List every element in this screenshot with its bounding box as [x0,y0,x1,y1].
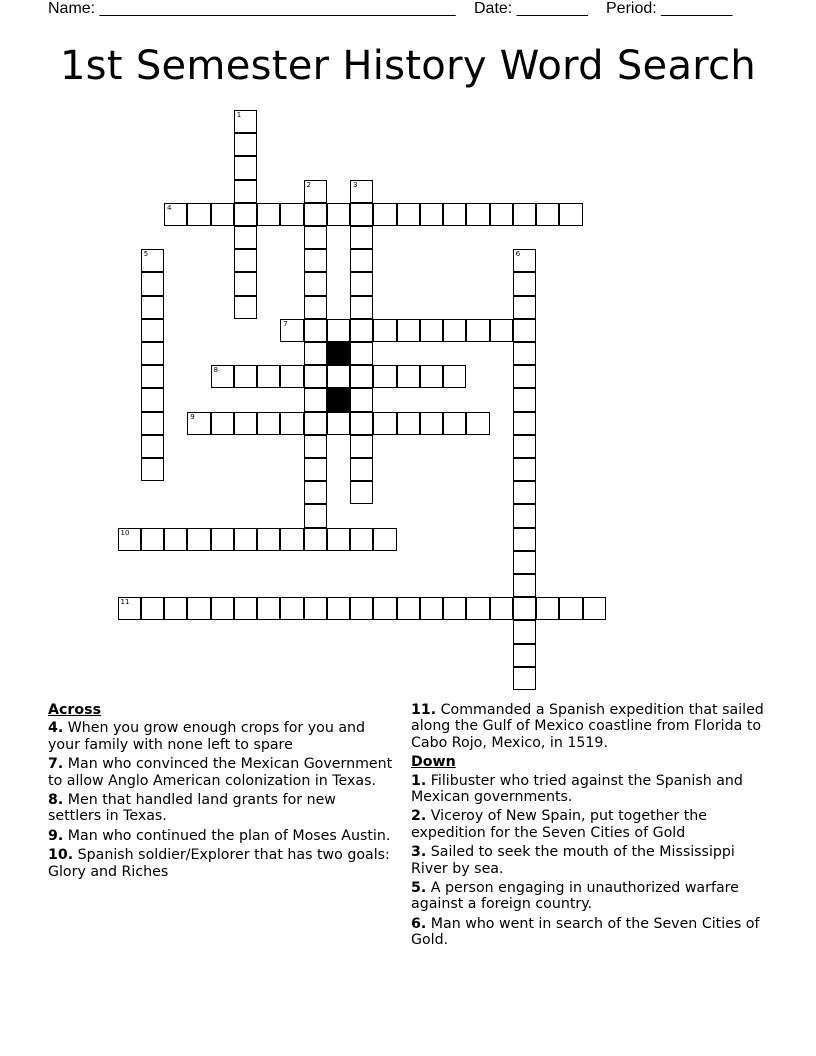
grid-cell[interactable] [559,203,582,226]
grid-cell[interactable] [234,412,257,435]
grid-cell[interactable] [118,597,141,620]
grid-cell[interactable] [234,203,257,226]
grid-cell[interactable] [234,226,257,249]
grid-cell[interactable] [141,412,164,435]
grid-cell[interactable] [490,203,513,226]
grid-cell[interactable] [280,203,303,226]
grid-cell[interactable] [397,412,420,435]
grid-cell[interactable] [513,620,536,643]
grid-cell[interactable] [211,365,234,388]
grid-cell[interactable] [327,528,350,551]
grid-cell[interactable] [466,203,489,226]
grid-cell[interactable] [513,249,536,272]
grid-cell[interactable] [257,412,280,435]
grid-cell[interactable] [187,203,210,226]
clue-number: 6 [515,250,521,259]
grid-cell[interactable] [443,412,466,435]
grid-cell[interactable] [304,342,327,365]
grid-cell[interactable] [234,110,257,133]
grid-cell[interactable] [583,597,606,620]
period-field[interactable]: Period: ________ [606,0,733,17]
grid-cell[interactable] [234,296,257,319]
grid-cell[interactable] [164,203,187,226]
grid-cell[interactable] [350,365,373,388]
grid-cell[interactable] [373,203,396,226]
clue-across-8: 8. Men that handled land grants for new settlers in Texas. [48,792,336,825]
grid-cell[interactable] [350,296,373,319]
grid-cell[interactable] [257,365,280,388]
grid-cell[interactable] [304,203,327,226]
grid-cell[interactable] [304,365,327,388]
grid-cell[interactable] [141,388,164,411]
grid-cell[interactable] [350,272,373,295]
down-heading: Down [411,754,456,771]
clue-down-1: 1. Filibuster who tried against the Spanish and Mexican governments. [411,772,743,806]
grid-cell[interactable] [536,597,559,620]
grid-cell[interactable] [373,319,396,342]
grid-cell[interactable] [350,597,373,620]
grid-cell[interactable] [280,597,303,620]
grid-cell[interactable] [164,597,187,620]
grid-cell[interactable] [141,435,164,458]
grid-cell[interactable] [187,528,210,551]
clue-number: 10 [120,528,130,537]
grid-cell[interactable] [513,203,536,226]
grid-cell[interactable] [513,388,536,411]
grid-cell[interactable] [187,597,210,620]
grid-cell[interactable] [513,644,536,667]
grid-cell[interactable] [350,458,373,481]
grid-cell[interactable] [350,528,373,551]
grid-cell[interactable] [211,412,234,435]
grid-cell[interactable] [513,435,536,458]
grid-cell[interactable] [304,458,327,481]
grid-cell[interactable] [536,203,559,226]
grid-cell[interactable] [397,319,420,342]
grid-cell[interactable] [513,272,536,295]
grid-cell[interactable] [420,203,443,226]
grid-cell[interactable] [513,551,536,574]
name-field[interactable]: Name: ________________________________________ [48,0,456,17]
grid-cell[interactable] [211,597,234,620]
grid-cell[interactable] [513,296,536,319]
clue-across-11: 11. Commanded a Spanish expedition that sailed along the Gulf of Mexico coastline from Florida to Cabo Rojo, Mexico, in 1519. [411,702,764,751]
grid-cell[interactable] [234,180,257,203]
grid-cell[interactable] [211,203,234,226]
grid-cell[interactable] [141,249,164,272]
grid-cell[interactable] [234,597,257,620]
grid-cell[interactable] [304,412,327,435]
grid-cell[interactable] [327,365,350,388]
grid-cell[interactable] [234,365,257,388]
grid-cell[interactable] [280,319,303,342]
clue-number: 9 [190,412,195,421]
clue-number: 5 [143,250,149,259]
grid-cell[interactable] [443,203,466,226]
grid-cell[interactable] [234,528,257,551]
grid-cell[interactable] [513,412,536,435]
grid-cell[interactable] [141,597,164,620]
grid-cell[interactable] [466,319,489,342]
grid-cell[interactable] [280,365,303,388]
grid-cell[interactable] [513,319,536,342]
grid-cell[interactable] [443,365,466,388]
clue-number: 1 [236,111,242,119]
clue-down-6: 6. Man who went in search of the Seven Cities of Gold. [411,915,760,949]
grid-cell[interactable] [350,180,373,203]
shaded-cell [327,342,350,365]
date-field[interactable]: Date: ________ [474,0,588,17]
clue-across-7: 7. Man who convinced the Mexican Government to allow Anglo American colonization in Texas. [48,756,393,789]
grid-cell[interactable] [513,458,536,481]
clue-down-5: 5. A person engaging in unauthorized warfare against a foreign country. [411,880,739,913]
clue-number: 4 [167,203,172,212]
grid-cell[interactable] [234,156,257,179]
grid-cell[interactable] [164,528,187,551]
grid-cell[interactable] [350,435,373,458]
grid-cell[interactable] [327,203,350,226]
across-heading: Across [48,702,102,718]
grid-cell[interactable] [490,319,513,342]
grid-cell[interactable] [559,597,582,620]
grid-cell[interactable] [304,435,327,458]
grid-cell[interactable] [373,365,396,388]
grid-cell[interactable] [397,365,420,388]
grid-cell[interactable] [257,528,280,551]
grid-cell[interactable] [304,504,327,527]
clue-across-10: 10. Spanish soldier/Explorer that has two goals: Glory and Riches [48,847,390,880]
grid-cell[interactable] [397,597,420,620]
grid-cell[interactable] [118,528,141,551]
grid-cell[interactable] [304,180,327,203]
grid-cell[interactable] [234,272,257,295]
grid-cell[interactable] [513,667,536,690]
grid-cell[interactable] [304,597,327,620]
grid-cell[interactable] [420,412,443,435]
grid-cell[interactable] [373,597,396,620]
clue-across-4: 4. When you grow enough crops for you and your family with none left to spare [48,720,366,753]
grid-cell[interactable] [141,458,164,481]
shaded-cell [327,388,350,411]
grid-cell[interactable] [187,412,210,435]
grid-cell[interactable] [304,272,327,295]
grid-cell[interactable] [141,319,164,342]
grid-cell[interactable] [327,319,350,342]
grid-cell[interactable] [304,528,327,551]
grid-cell[interactable] [513,342,536,365]
clue-across-9: 9. Man who continued the plan of Moses Austin. [48,827,391,844]
grid-cell[interactable] [304,319,327,342]
grid-cell[interactable] [327,597,350,620]
grid-cell[interactable] [466,597,489,620]
grid-cell[interactable] [257,203,280,226]
grid-cell[interactable] [420,319,443,342]
clue-number: 8 [213,366,218,375]
grid-cell[interactable] [490,597,513,620]
grid-cell[interactable] [420,365,443,388]
grid-cell[interactable] [350,481,373,504]
grid-cell[interactable] [513,574,536,597]
grid-cell[interactable] [304,296,327,319]
clue-number: 11 [120,598,130,607]
grid-cell[interactable] [304,249,327,272]
grid-cell[interactable] [513,365,536,388]
grid-cell[interactable] [280,412,303,435]
grid-cell[interactable] [141,365,164,388]
grid-cell[interactable] [513,528,536,551]
clue-down-2: 2. Viceroy of New Spain, put together the expedition for the Seven Cities of Gold [411,808,708,841]
grid-cell[interactable] [304,388,327,411]
grid-cell[interactable] [373,412,396,435]
clue-number: 7 [283,319,288,328]
clues-column-right [411,702,771,952]
clue-down-3: 3. Sailed to seek the mouth of the Mississippi River by sea. [411,844,735,877]
grid-cell[interactable] [234,133,257,156]
grid-cell[interactable] [350,249,373,272]
grid-cell[interactable] [257,597,280,620]
grid-cell[interactable] [373,528,396,551]
grid-cell[interactable] [443,319,466,342]
grid-cell[interactable] [280,528,303,551]
grid-cell[interactable] [141,296,164,319]
grid-cell[interactable] [234,249,257,272]
grid-cell[interactable] [513,504,536,527]
grid-cell[interactable] [304,481,327,504]
clue-number: 2 [306,180,311,189]
grid-cell[interactable] [141,272,164,295]
grid-cell[interactable] [397,203,420,226]
grid-cell[interactable] [350,388,373,411]
grid-cell[interactable] [443,597,466,620]
grid-cell[interactable] [141,528,164,551]
grid-cell[interactable] [211,528,234,551]
grid-cell[interactable] [350,342,373,365]
grid-cell[interactable] [513,597,536,620]
page-title: 1st Semester History Word Search [59,43,757,89]
grid-cell[interactable] [420,597,443,620]
grid-cell[interactable] [350,412,373,435]
grid-cell[interactable] [304,226,327,249]
grid-cell[interactable] [466,412,489,435]
grid-cell[interactable] [350,203,373,226]
grid-cell[interactable] [350,319,373,342]
grid-cell[interactable] [350,226,373,249]
grid-cell[interactable] [327,412,350,435]
grid-cell[interactable] [513,481,536,504]
grid-cell[interactable] [141,342,164,365]
clues-column-left [48,702,393,883]
clue-number: 3 [353,180,358,189]
